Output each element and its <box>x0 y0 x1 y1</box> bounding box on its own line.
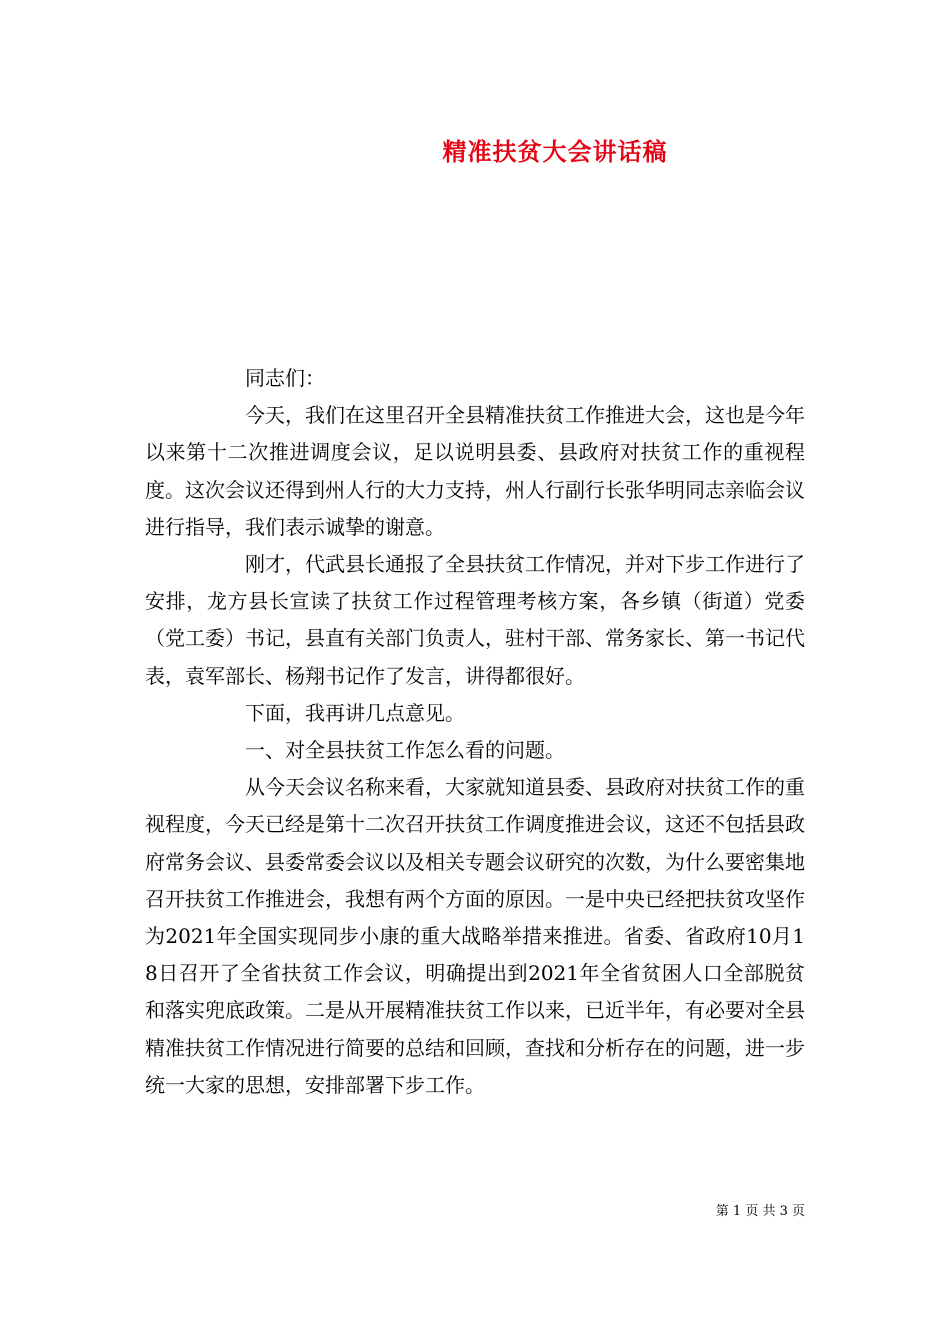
paragraph-opening: 今天，我们在这里召开全县精准扶贫工作推进大会，这也是今年以来第十二次推进调度会议，足以说明县委、县政府对扶贫工作的重视程度。这次会议还得到州人行的大力支持，州人行副行长张华明同志亲临会议进行指导，我们表示诚挚的谢意。 <box>145 403 805 539</box>
paragraph-review: 刚才，代武县长通报了全县扶贫工作情况，并对下步工作进行了安排，龙方县长宣读了扶贫工作过程管理考核方案，各乡镇（街道）党委（党工委）书记，县直有关部门负责人，驻村干部、常务家长、第一书记代表，袁军部长、杨翔书记作了发言，讲得都很好。 <box>145 552 805 688</box>
paragraph-transition: 下面，我再讲几点意见。 <box>245 700 465 725</box>
page-number-footer: 第 1 页 共 3 页 <box>715 1204 805 1219</box>
paragraph-reasons: 从今天会议名称来看，大家就知道县委、县政府对扶贫工作的重视程度，今天已经是第十二次召开扶贫工作调度推进会议，这还不包括县政府常务会议、县委常委会议以及相关专题会议研究的次数，为什么要密集地召开扶贫工作推进会，我想有两个方面的原因。一是中央已经把扶贫攻坚作为2021年全国实现同步小康的重大战略举措来推进。省委、省政府10月18日召开了全省扶贫工作会议，明确提出到2021年全省贫困人口全部脱贫和落实兜底政策。二是从开展精准扶贫工作以来，已近半年，有必要对全县精准扶贫工作情况进行简要的总结和回顾，查找和分析存在的问题，进一步统一大家的思想，安排部署下步工作。 <box>145 775 805 1097</box>
document-title: 精准扶贫大会讲话稿 <box>442 137 668 166</box>
paragraph-salutation: 同志们： <box>245 366 325 390</box>
section-heading-1: 一、对全县扶贫工作怎么看的问题。 <box>245 738 565 763</box>
document-body <box>145 360 805 1104</box>
